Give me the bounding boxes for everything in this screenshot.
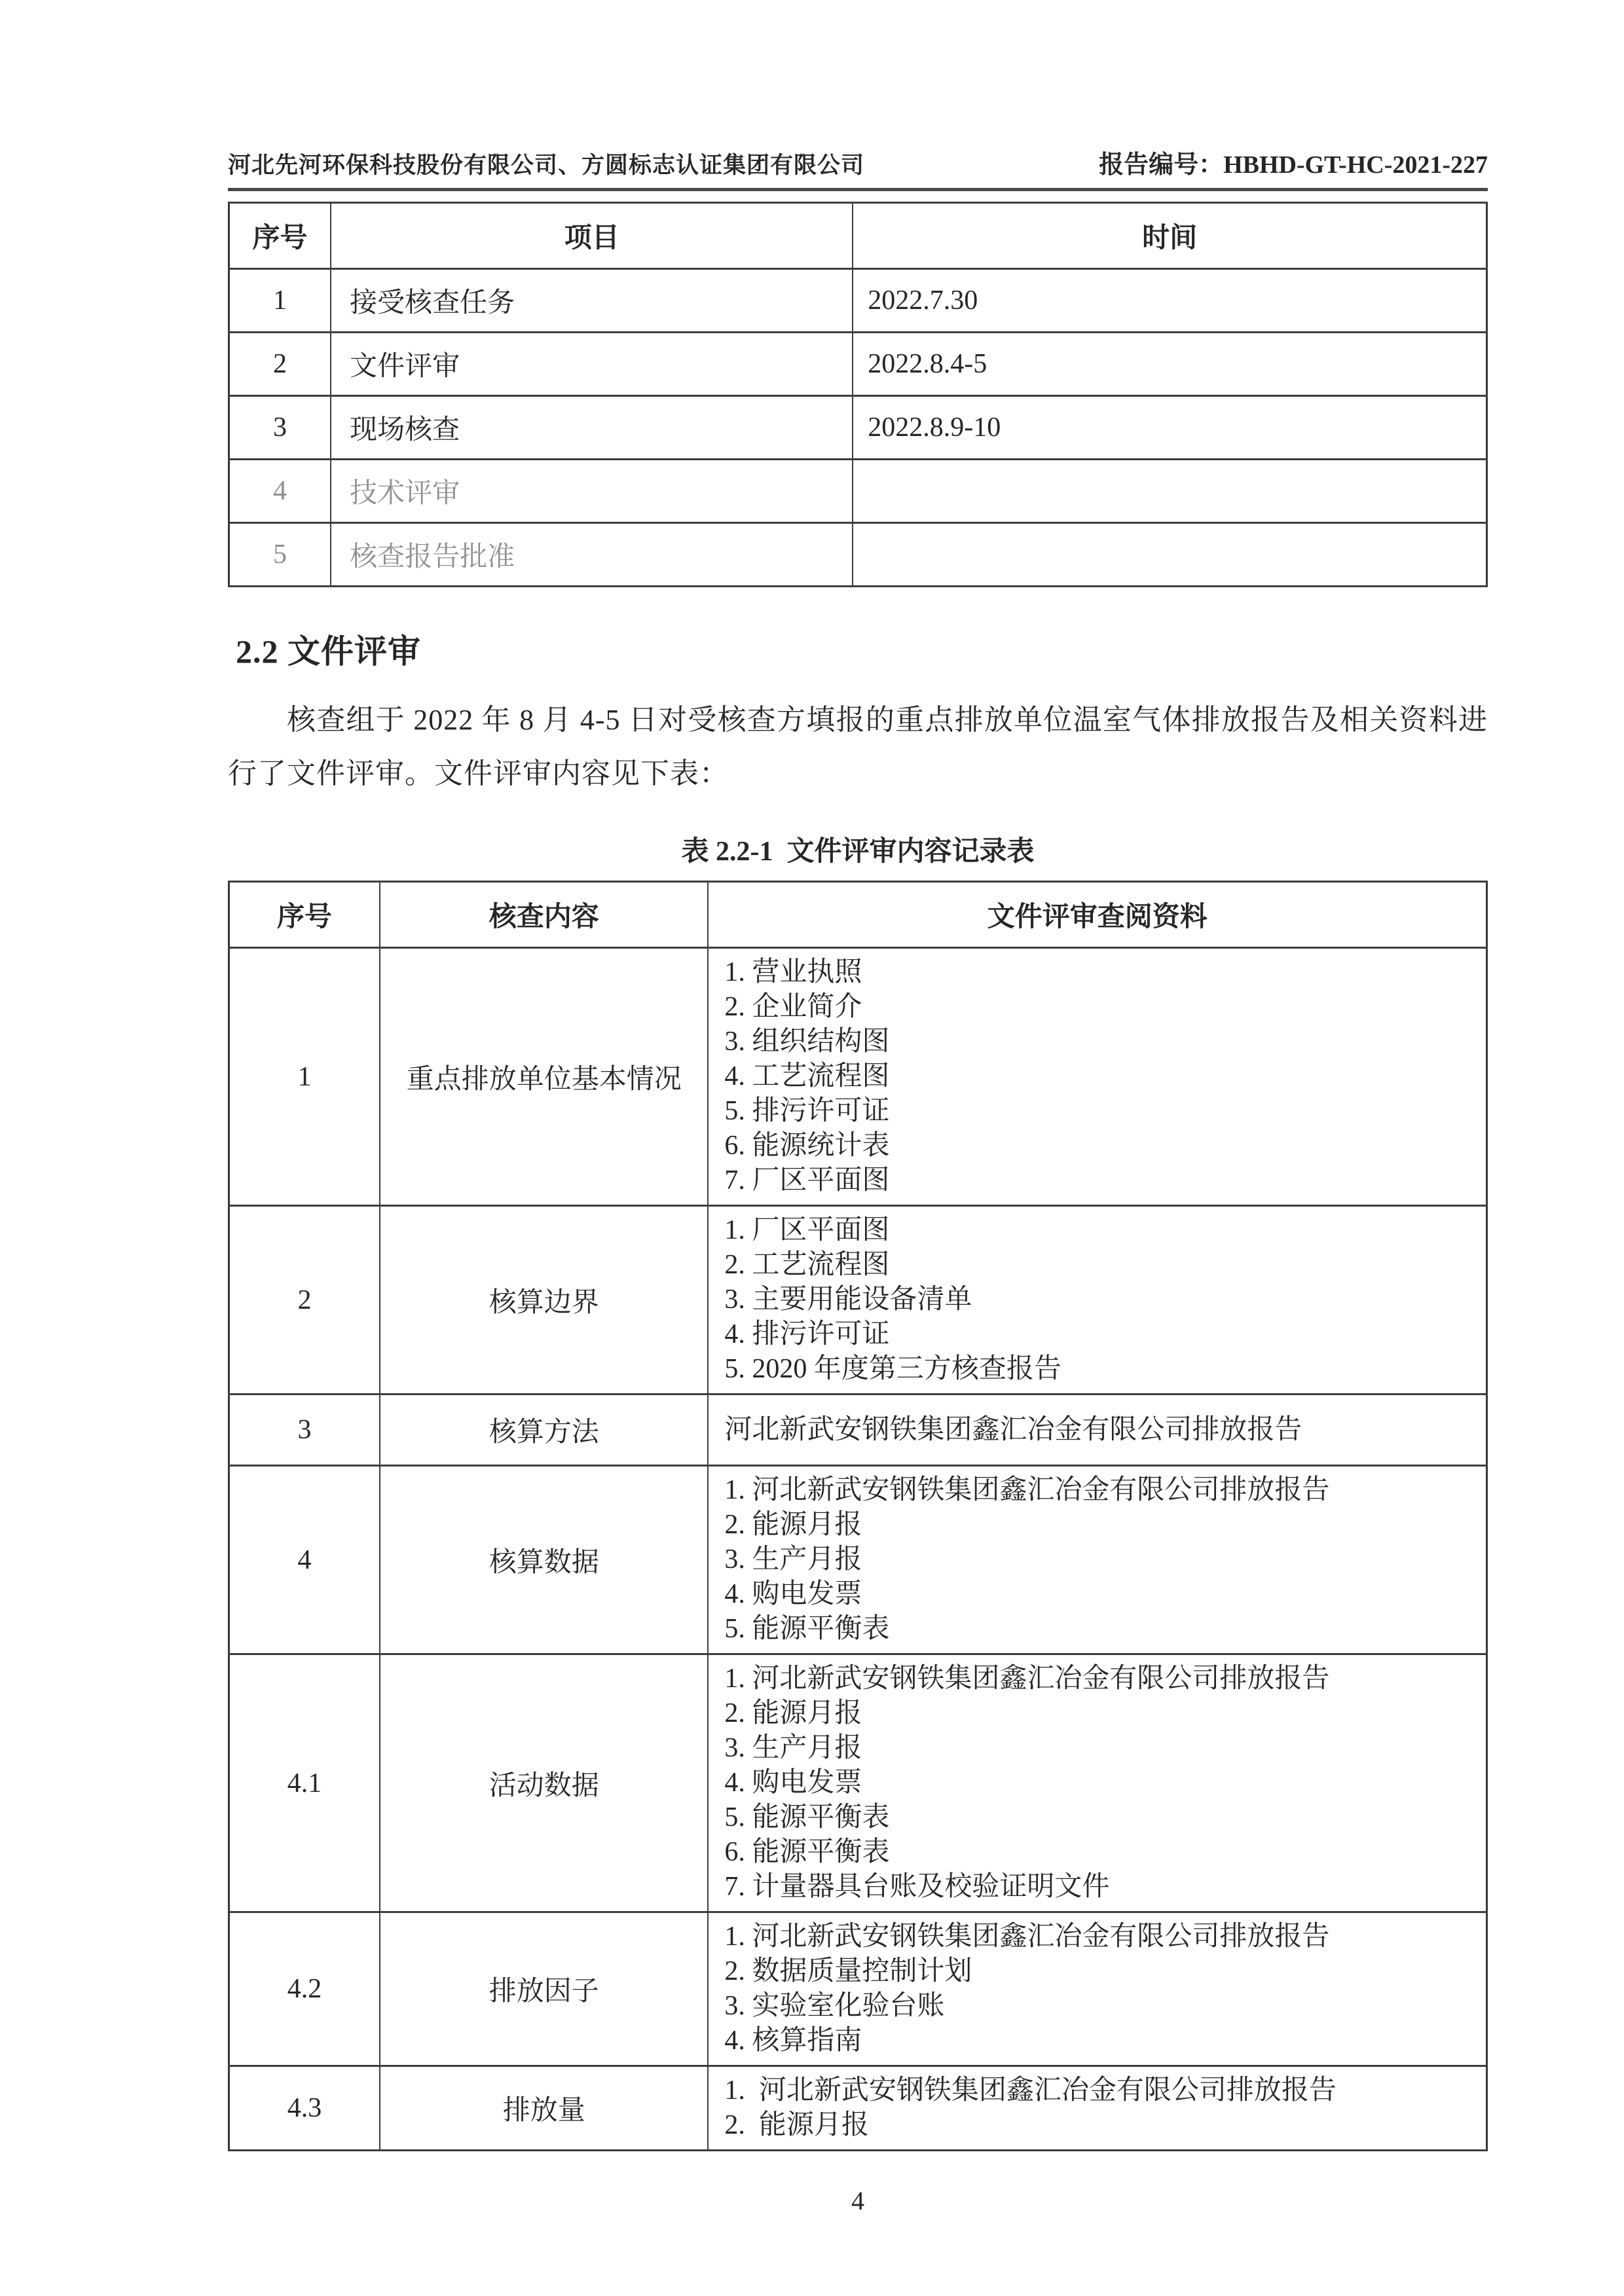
material-item: 6. 能源统计表 [724,1131,890,1161]
schedule-table-body [229,269,1487,587]
review-cell-no: 1 [229,948,380,1206]
material-item: 5. 排污许可证 [724,1096,890,1126]
material-item: 河北新武安钢铁集团鑫汇冶金有限公司排放报告 [724,1414,1302,1445]
review-cell-content: 核算数据 [380,1466,708,1654]
material-item: 5. 2020 年度第三方核查报告 [724,1354,1061,1384]
material-item: 2. 能源月报 [724,2110,869,2140]
material-item: 4. 购电发票 [724,1579,862,1609]
schedule-cell-no: 5 [229,523,331,587]
schedule-col-item: 项目 [331,203,853,269]
page-content [228,0,1488,2216]
material-item: 2. 工艺流程图 [724,1250,890,1280]
material-item: 4. 购电发票 [724,1768,862,1798]
schedule-cell-no: 4 [229,460,331,523]
material-item: 1. 河北新武安钢铁集团鑫汇冶金有限公司排放报告 [724,1664,1330,1694]
review-row [229,1206,1487,1394]
review-cell-materials [708,1466,1486,1654]
review-cell-materials [708,1654,1486,1912]
material-item: 3. 实验室化验台账 [724,1991,945,2021]
review-cell-materials [708,1912,1486,2066]
schedule-cell-item: 现场核查 [331,396,853,460]
material-item: 1. 营业执照 [724,957,862,987]
schedule-cell-item: 文件评审 [331,333,853,396]
review-col-content: 核查内容 [380,882,708,948]
review-cell-materials [708,2066,1486,2151]
schedule-row [229,269,1487,333]
review-row [229,1654,1487,1912]
material-item: 2. 能源月报 [724,1698,862,1728]
review-table-header [229,882,1487,948]
review-table-caption: 表 2.2-1 文件评审内容记录表 [681,837,1035,867]
material-item: 2. 能源月报 [724,1510,862,1540]
material-item: 2. 数据质量控制计划 [724,1956,972,1986]
schedule-cell-time: 2022.8.4-5 [853,333,1486,396]
review-header-row [229,882,1487,948]
page-footer [228,2185,1488,2216]
schedule-cell-item: 接受核查任务 [331,269,853,333]
review-row [229,948,1487,1206]
report-number: 报告编号：HBHD-GT-HC-2021-227 [1099,151,1488,179]
material-item: 3. 组织结构图 [724,1027,890,1057]
schedule-cell-time: 2022.8.9-10 [853,396,1486,460]
review-col-materials: 文件评审查阅资料 [708,882,1486,948]
schedule-cell-item: 技术评审 [331,460,853,523]
material-item: 2. 企业简介 [724,992,862,1022]
review-cell-no: 3 [229,1394,380,1466]
material-item: 1. 河北新武安钢铁集团鑫汇冶金有限公司排放报告 [724,1475,1330,1505]
material-item: 4. 排污许可证 [724,1319,890,1349]
schedule-col-time: 时间 [853,203,1486,269]
schedule-cell-time [853,523,1486,587]
schedule-cell-no: 2 [229,333,331,396]
schedule-cell-item: 核查报告批准 [331,523,853,587]
section-paragraph: 核查组于 2022 年 8 月 4-5 日对受核查方填报的重点排放单位温室气体排放报告及相关资料进行了文件评审。文件评审内容见下表： [228,704,1488,790]
review-cell-no: 4.2 [229,1912,380,2066]
review-cell-content: 核算边界 [380,1206,708,1394]
review-cell-content: 排放因子 [380,1912,708,2066]
review-cell-content: 排放量 [380,2066,708,2151]
schedule-cell-time: 2022.7.30 [853,269,1486,333]
review-table-body [229,948,1487,2151]
review-cell-content: 核算方法 [380,1394,708,1466]
schedule-row [229,523,1487,587]
material-item: 6. 能源平衡表 [724,1837,890,1867]
schedule-row [229,396,1487,460]
material-item: 4. 工艺流程图 [724,1061,890,1091]
review-cell-no: 2 [229,1206,380,1394]
material-item: 3. 生产月报 [724,1544,862,1575]
material-item: 5. 能源平衡表 [724,1614,890,1644]
schedule-table-header [229,203,1487,269]
review-cell-no: 4.3 [229,2066,380,2151]
review-row [229,1466,1487,1654]
review-cell-content: 活动数据 [380,1654,708,1912]
review-cell-content: 重点排放单位基本情况 [380,948,708,1206]
review-cell-materials [708,1206,1486,1394]
schedule-row [229,460,1487,523]
material-item: 7. 厂区平面图 [724,1165,890,1195]
review-row [229,1912,1487,2066]
material-item: 1. 河北新武安钢铁集团鑫汇冶金有限公司排放报告 [724,2075,1337,2105]
company-title: 河北先河环保科技股份有限公司、方圆标志认证集团有限公司 [228,153,865,178]
material-item: 3. 主要用能设备清单 [724,1285,972,1315]
material-item: 1. 厂区平面图 [724,1215,890,1245]
section-heading: 2.2 文件评审 [236,633,421,670]
material-item: 7. 计量器具台账及校验证明文件 [724,1872,1110,1902]
material-item: 4. 核算指南 [724,2026,862,2056]
schedule-cell-no: 1 [229,269,331,333]
review-cell-materials [708,948,1486,1206]
schedule-cell-no: 3 [229,396,331,460]
schedule-col-no: 序号 [229,203,331,269]
review-table [228,881,1488,2151]
schedule-header-row [229,203,1487,269]
material-item: 3. 生产月报 [724,1733,862,1763]
material-item: 5. 能源平衡表 [724,1802,890,1832]
review-cell-materials [708,1394,1486,1466]
review-cell-no: 4.1 [229,1654,380,1912]
review-row [229,1394,1487,1466]
header-rule [228,188,1488,191]
material-item: 1. 河北新武安钢铁集团鑫汇冶金有限公司排放报告 [724,1922,1330,1952]
review-cell-no: 4 [229,1466,380,1654]
schedule-cell-time [853,460,1486,523]
page-number: 4 [851,2186,864,2215]
schedule-row [229,333,1487,396]
review-col-no: 序号 [229,882,380,948]
doc-header [228,0,1488,180]
review-row [229,2066,1487,2151]
schedule-table [228,202,1488,587]
